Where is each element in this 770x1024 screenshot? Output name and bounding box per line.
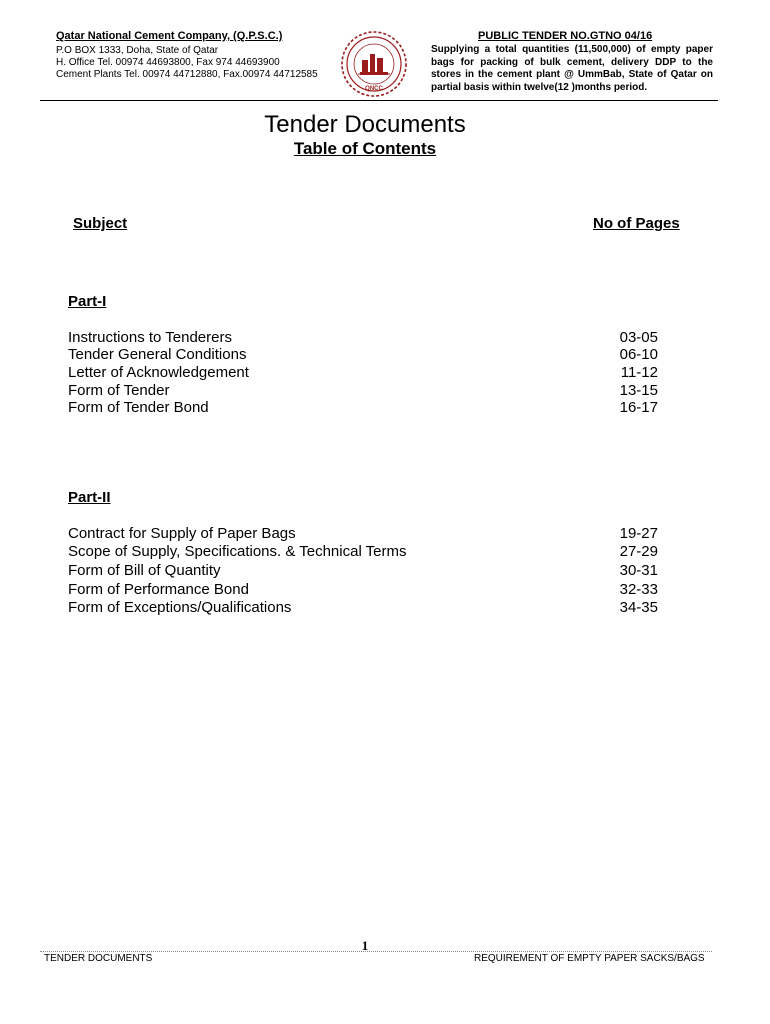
toc-item-title: Instructions to Tenderers: [68, 329, 232, 346]
part-heading: Part-II: [68, 489, 111, 506]
toc-item-pages: 11-12: [620, 364, 658, 381]
subject-column-header: Subject: [73, 215, 128, 232]
toc-item-pages: 06-10: [619, 346, 658, 363]
toc-item-title: Tender General Conditions: [68, 346, 247, 363]
toc-item-pages: 27-29: [619, 543, 658, 560]
toc-item-pages: 13-15: [619, 382, 658, 399]
toc-item-title: Form of Tender: [68, 382, 170, 399]
logo-text: QNCC: [365, 86, 383, 92]
tender-number: PUBLIC TENDER NO.GTNO 04/16: [478, 30, 653, 42]
toc-item-title: Form of Bill of Quantity: [68, 562, 221, 579]
toc-item-title: Form of Exceptions/Qualifications: [68, 599, 292, 616]
company-plant-phone: Cement Plants Tel. 00974 44712880, Fax.00974 44712585: [56, 69, 318, 80]
footer-divider: [40, 951, 712, 952]
toc-item-title: Letter of Acknowledgement: [68, 364, 249, 381]
toc-item-title: Contract for Supply of Paper Bags: [68, 525, 296, 542]
company-office-phone: H. Office Tel. 00974 44693800, Fax 974 44693900: [56, 57, 280, 68]
qnc-seal-logo-icon: [340, 30, 408, 98]
page-number: 1: [361, 938, 369, 953]
pages-column-header: No of Pages: [593, 215, 680, 232]
toc-title: Table of Contents: [293, 139, 437, 158]
toc-item-title: Form of Tender Bond: [68, 399, 209, 416]
toc-item-pages: 16-17: [619, 399, 658, 416]
toc-item-title: Scope of Supply, Specifications. & Technical Terms: [68, 543, 407, 560]
footer-left-text: TENDER DOCUMENTS: [44, 953, 153, 964]
footer-right-text: REQUIREMENT OF EMPTY PAPER SACKS/BAGS: [474, 953, 705, 964]
toc-item-pages: 34-35: [619, 599, 658, 616]
toc-item-pages: 32-33: [619, 581, 658, 598]
company-name: Qatar National Cement Company, (Q.P.S.C.): [56, 30, 283, 42]
toc-item-pages: 30-31: [619, 562, 658, 579]
tender-description: Supplying a total quantities (11,500,000) of empty paper bags for packing of bulk cement, delivery DDP to the stores in the cement plant @ UmmBab, State of Qatar on partial basis within twelve(12 )months period.: [431, 44, 713, 93]
part-heading: Part-I: [68, 293, 107, 310]
document-title: Tender Documents: [264, 111, 466, 138]
toc-item-title: Form of Performance Bond: [68, 581, 249, 598]
company-address: P.O BOX 1333, Doha, State of Qatar: [56, 45, 219, 56]
toc-item-pages: 03-05: [619, 329, 658, 346]
header-divider: [40, 100, 718, 101]
toc-item-pages: 19-27: [619, 525, 658, 542]
